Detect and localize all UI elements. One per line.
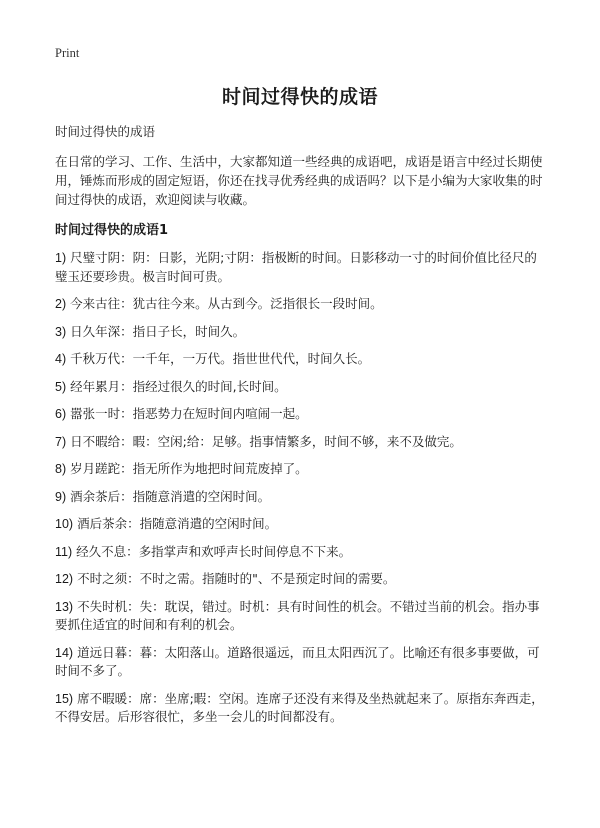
- list-item: [55, 405, 548, 424]
- item-number: 9): [55, 489, 67, 504]
- item-number: 13): [55, 599, 74, 614]
- list-item: [55, 433, 548, 452]
- item-text: 尺璧寸阴：阴：日影，光阴;寸阴：指极断的时间。日影移动一寸的时间价值比径尺的璧玉还要珍贵。极言时间可贵。: [55, 250, 537, 284]
- item-text: 日不暇给：暇：空闲;给：足够。指事情繁多，时间不够，来不及做完。: [70, 433, 462, 449]
- intro-paragraph: 在日常的学习、工作、生活中，大家都知道一些经典的成语吧，成语是语言中经过长期使用，锤炼而形成的固定短语，你还在找寻优秀经典的成语吗？以下是小编为大家收集的时间过得快的成语，欢迎阅读与收藏。: [55, 154, 543, 207]
- item-text: 千秋万代：一千年，一万代。指世世代代，时间久长。: [70, 351, 371, 366]
- item-number: 11): [55, 544, 73, 559]
- list-item: [55, 323, 548, 342]
- item-text: 经久不息：多指掌声和欢呼声长时间停息不下来。: [76, 543, 352, 559]
- item-text: 不失时机：失：耽误，错过。时机：具有时间性的机会。不错过当前的机会。指办事要抓住适宜的时间和有利的机会。: [55, 598, 540, 632]
- list-item: [55, 249, 548, 286]
- list-item: [55, 378, 548, 397]
- item-text: 酒后茶余：指随意消遣的空闲时间。: [77, 516, 278, 531]
- item-text: 今来古往：犹古往今来。从古到今。泛指很长一段时间。: [70, 296, 383, 311]
- print-link[interactable]: Print: [55, 46, 80, 60]
- item-number: 5): [55, 379, 67, 394]
- list-item: [55, 350, 548, 369]
- item-text: 道远日暮：暮：太阳落山。道路很遥远，而且太阳西沉了。比喻还有很多事要做，可时间不多了。: [55, 644, 540, 678]
- item-number: 2): [55, 297, 67, 311]
- list-item: [55, 598, 548, 635]
- item-text: 日久年深：指日子长，时间久。: [70, 323, 246, 339]
- item-number: 6): [55, 407, 67, 421]
- list-item: [55, 644, 548, 681]
- list-item: [55, 515, 548, 534]
- item-number: 15): [55, 691, 74, 706]
- list-item: [55, 488, 548, 507]
- item-number: 7): [55, 434, 67, 449]
- item-text: 席不暇暖：席：坐席;暇：空闲。连席子还没有来得及坐热就起来了。原指东奔西走，不得安居。后形容很忙，多坐一会儿的时间都没有。: [55, 690, 544, 724]
- item-text: 不时之须：不时之需。指随时的"、不是预定时间的需要。: [77, 571, 396, 586]
- document-title: 时间过得快的成语: [221, 86, 378, 108]
- item-number: 1): [55, 251, 67, 265]
- section-heading: 时间过得快的成语1: [55, 223, 169, 238]
- item-number: 10): [55, 517, 74, 531]
- list-item: [55, 570, 548, 589]
- document-subtitle: 时间过得快的成语: [55, 124, 156, 139]
- item-number: 12): [55, 572, 74, 586]
- list-item: [55, 543, 548, 562]
- item-number: 8): [55, 462, 67, 476]
- list-item: [55, 295, 548, 314]
- item-number: 3): [55, 324, 67, 339]
- item-number: 4): [55, 352, 67, 366]
- item-text: 酒余茶后：指随意消遣的空闲时间。: [70, 488, 271, 504]
- item-text: 经年累月：指经过很久的时间,长时间。: [70, 378, 287, 394]
- list-item: [55, 690, 548, 727]
- item-text: 嚣张一时：指恶势力在短时间内喧闹一起。: [70, 406, 308, 421]
- idiom-list: [55, 249, 548, 727]
- list-item: [55, 460, 548, 479]
- document-content: [55, 124, 548, 736]
- item-text: 岁月蹉跎：指无所作为地把时间荒废掉了。: [70, 461, 308, 476]
- item-number: 14): [55, 645, 74, 660]
